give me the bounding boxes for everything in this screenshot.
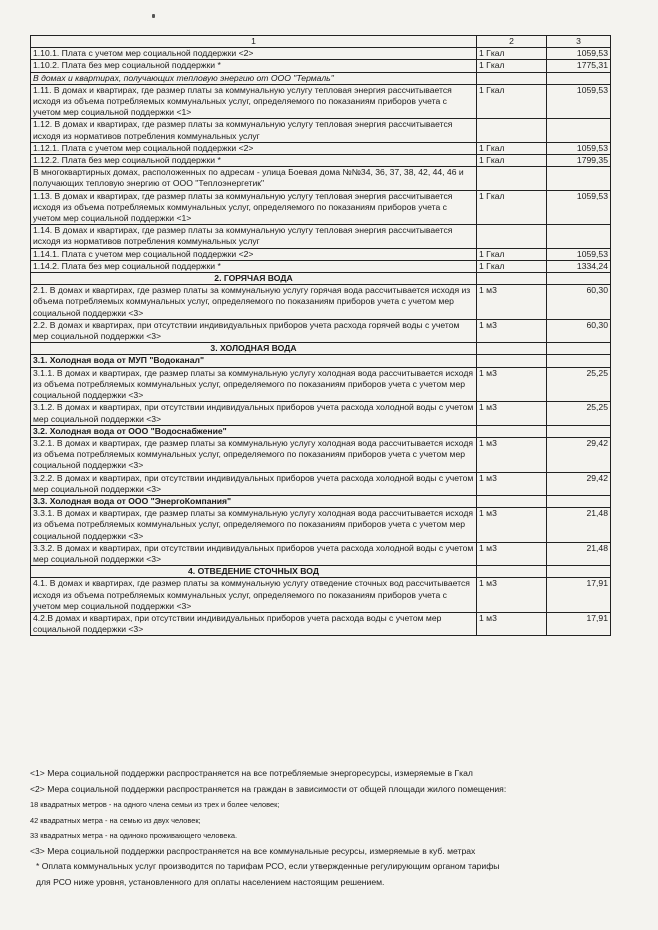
section-row — [31, 343, 611, 355]
description-cell: 3.2.1. В домах и квартирах, где размер платы за коммунальную услугу холодная вода рассчитывается исходя из объема потребляемых коммунальных услуг, определяемого по показаниям приборов учета с учетом мер социальной поддержки <3> — [31, 437, 477, 472]
description-cell: 1.14. В домах и квартирах, где размер платы за коммунальную услугу тепловая энергия рассчитывается исходя из нормативов потребления коммунальных услуг — [31, 225, 477, 248]
tariff-value-cell: 21,48 — [547, 542, 611, 565]
tariff-value-cell: 21,48 — [547, 508, 611, 543]
header-col-1: 1 — [31, 36, 477, 48]
unit-cell: 1 м3 — [477, 472, 547, 495]
table-row — [31, 248, 611, 260]
footnote-asterisk-2: для РСО ниже уровня, установленного для оплаты населением настоящим решением. — [36, 876, 385, 887]
description-cell: 1.10.1. Плата с учетом мер социальной поддержки <2> — [31, 48, 477, 60]
tariff-value-cell: 1334,24 — [547, 260, 611, 272]
tariff-value-cell: 29,42 — [547, 437, 611, 472]
tariff-value-cell: 25,25 — [547, 367, 611, 402]
description-cell: 3.1.1. В домах и квартирах, где размер платы за коммунальную услугу холодная вода рассчитывается исходя из объема потребляемых коммунальных услуг, определяемого по показаниям приборов учета с учетом мер социальной поддержки <3> — [31, 367, 477, 402]
description-cell: 3.1.2. В домах и квартирах, при отсутствии индивидуальных приборов учета расхода холодной воды с учетом мер социальной поддержки <3> — [31, 402, 477, 425]
tariff-value-cell — [547, 495, 611, 507]
description-cell: 1.10.2. Плата без мер социальной поддержки * — [31, 60, 477, 72]
description-cell: 1.12.2. Плата без мер социальной поддержки * — [31, 155, 477, 167]
description-cell: 1.12. В домах и квартирах, где размер платы за коммунальную услугу тепловая энергия рассчитывается исходя из нормативов потребления коммунальных услуг — [31, 119, 477, 142]
unit-cell: 1 Гкал — [477, 155, 547, 167]
description-cell: 3.3. Холодная вода от ООО "ЭнергоКомпания" — [31, 495, 477, 507]
tariff-value-cell — [547, 119, 611, 142]
tariff-value-cell: 29,42 — [547, 472, 611, 495]
unit-cell: 1 м3 — [477, 542, 547, 565]
tariff-table — [30, 35, 611, 636]
table-row — [31, 142, 611, 154]
description-cell: 2.1. В домах и квартирах, где размер платы за коммунальную услугу горячая вода рассчитывается исходя из объема потребляемых коммунальных услуг, определяемого по показаниям приборов учета с учетом мер социальной поддержки <3> — [31, 285, 477, 320]
description-cell: 3. ХОЛОДНАЯ ВОДА — [31, 343, 477, 355]
unit-cell: 1 м3 — [477, 612, 547, 635]
table-row — [31, 60, 611, 72]
description-cell: 3.2. Холодная вода от ООО "Водоснабжение" — [31, 425, 477, 437]
unit-cell: 1 Гкал — [477, 84, 547, 119]
table-row — [31, 48, 611, 60]
unit-cell — [477, 343, 547, 355]
unit-cell: 1 Гкал — [477, 48, 547, 60]
unit-cell — [477, 273, 547, 285]
description-cell: 3.2.2. В домах и квартирах, при отсутствии индивидуальных приборов учета расхода холодной воды с учетом мер социальной поддержки <3> — [31, 472, 477, 495]
unit-cell — [477, 566, 547, 578]
description-cell: 3.3.1. В домах и квартирах, где размер платы за коммунальную услугу холодная вода рассчитывается исходя из объема потребляемых коммунальных услуг, определяемого по показаниям приборов учета с учетом мер социальной поддержки <3> — [31, 508, 477, 543]
subsection-row — [31, 355, 611, 367]
unit-cell — [477, 72, 547, 84]
tariff-value-cell — [547, 425, 611, 437]
table-row — [31, 260, 611, 272]
tariff-value-cell: 1059,53 — [547, 142, 611, 154]
description-cell: В домах и квартирах, получающих тепловую энергию от ООО "Термаль" — [31, 72, 477, 84]
section-row — [31, 273, 611, 285]
unit-cell: 1 Гкал — [477, 248, 547, 260]
unit-cell: 1 Гкал — [477, 60, 547, 72]
tariff-value-cell — [547, 72, 611, 84]
tariff-value-cell: 1059,53 — [547, 84, 611, 119]
description-cell: 4. ОТВЕДЕНИЕ СТОЧНЫХ ВОД — [31, 566, 477, 578]
unit-cell: 1 м3 — [477, 437, 547, 472]
tariff-value-cell — [547, 355, 611, 367]
table-row — [31, 508, 611, 543]
tariff-value-cell: 1059,53 — [547, 190, 611, 225]
unit-cell: 1 м3 — [477, 319, 547, 342]
table-row — [31, 285, 611, 320]
header-col-3: 3 — [547, 36, 611, 48]
footnotes — [30, 768, 630, 892]
tariff-value-cell — [547, 343, 611, 355]
unit-cell — [477, 355, 547, 367]
unit-cell: 1 м3 — [477, 508, 547, 543]
table-row — [31, 472, 611, 495]
unit-cell — [477, 225, 547, 248]
table-row — [31, 155, 611, 167]
tariff-value-cell: 25,25 — [547, 402, 611, 425]
table-row — [31, 319, 611, 342]
table-row — [31, 542, 611, 565]
scan-mark — [152, 14, 155, 18]
description-cell: 3.3.2. В домах и квартирах, при отсутствии индивидуальных приборов учета расхода холодной воды с учетом мер социальной поддержки <3> — [31, 542, 477, 565]
table-row — [31, 578, 611, 613]
table-row — [31, 612, 611, 635]
tariff-value-cell: 1059,53 — [547, 48, 611, 60]
tariff-value-cell: 60,30 — [547, 319, 611, 342]
unit-cell — [477, 167, 547, 190]
section-row — [31, 566, 611, 578]
table-row — [31, 119, 611, 142]
unit-cell: 1 Гкал — [477, 260, 547, 272]
description-cell: 1.14.2. Плата без мер социальной поддержки * — [31, 260, 477, 272]
description-cell: 1.13. В домах и квартирах, где размер платы за коммунальную услугу тепловая энергия рассчитывается исходя из объема потребляемых коммунальных услуг, определяемого по показаниям приборов учета с учетом мер социальной поддержки <1> — [31, 190, 477, 225]
description-cell: 1.12.1. Плата с учетом мер социальной поддержки <2> — [31, 142, 477, 154]
tariff-value-cell — [547, 167, 611, 190]
description-cell: 1.14.1. Плата с учетом мер социальной поддержки <2> — [31, 248, 477, 260]
footnote-2a: 18 квадратных метров - на одного члена семьи из трех и более человек; — [30, 800, 280, 809]
tariff-value-cell: 60,30 — [547, 285, 611, 320]
unit-cell: 1 м3 — [477, 578, 547, 613]
description-cell: В многоквартирных домах, расположенных по адресам - улица Боевая дома №№34, 36, 37, 38, 42, 44, 46 и получающих тепловую энергию от ООО "Теплоэнергетик" — [31, 167, 477, 190]
footnote-1: <1> Мера социальной поддержки распространяется на все потребляемые энергоресурсы, измеряемые в Гкал — [30, 768, 473, 778]
description-cell: 2.2. В домах и квартирах, при отсутствии индивидуальных приборов учета расхода горячей воды с учетом мер социальной поддержки <3> — [31, 319, 477, 342]
table-row — [31, 225, 611, 248]
subsection-row — [31, 425, 611, 437]
tariff-value-cell — [547, 566, 611, 578]
description-cell: 3.1. Холодная вода от МУП "Водоканал" — [31, 355, 477, 367]
table-row — [31, 367, 611, 402]
footnote-2: <2> Мера социальной поддержки распространяется на граждан в зависимости от общей площади жилого помещения: — [30, 783, 507, 794]
subsection-row — [31, 495, 611, 507]
footnote-3: <3> Мера социальной поддержки распространяется на все коммунальные ресурсы, измеряемые в куб. метрах — [30, 845, 476, 856]
table-row — [31, 72, 611, 84]
tariff-value-cell: 17,91 — [547, 578, 611, 613]
tariff-value-cell: 17,91 — [547, 612, 611, 635]
unit-cell — [477, 119, 547, 142]
table-row — [31, 84, 611, 119]
footnote-2c: 33 квадратных метра - на одиноко проживающего человека. — [30, 831, 238, 840]
unit-cell: 1 м3 — [477, 367, 547, 402]
unit-cell — [477, 495, 547, 507]
unit-cell: 1 м3 — [477, 285, 547, 320]
table-row — [31, 167, 611, 190]
unit-cell: 1 Гкал — [477, 190, 547, 225]
unit-cell — [477, 425, 547, 437]
table-header-row — [31, 36, 611, 48]
tariff-value-cell: 1775,31 — [547, 60, 611, 72]
description-cell: 4.2.В домах и квартирах, при отсутствии индивидуальных приборов учета расхода воды с учетом мер социальной поддержки <3> — [31, 612, 477, 635]
table-row — [31, 402, 611, 425]
tariff-value-cell: 1059,53 — [547, 248, 611, 260]
unit-cell: 1 м3 — [477, 402, 547, 425]
table-row — [31, 437, 611, 472]
footnote-2b: 42 квадратных метра - на семью из двух человек; — [30, 815, 201, 825]
description-cell: 4.1. В домах и квартирах, где размер платы за коммунальную услугу отведение сточных вод рассчитывается исходя из объема потребляемых коммунальных услуг, определяемого по показаниям приборов учета с учетом мер социальной поддержки <3> — [31, 578, 477, 613]
tariff-value-cell — [547, 273, 611, 285]
table-row — [31, 190, 611, 225]
tariff-value-cell — [547, 225, 611, 248]
header-col-2: 2 — [477, 36, 547, 48]
footnote-asterisk-1: * Оплата коммунальных услуг производится по тарифам РСО, если утвержденные регулирующим органом тарифы — [36, 861, 500, 871]
description-cell: 2. ГОРЯЧАЯ ВОДА — [31, 273, 477, 285]
tariff-value-cell: 1799,35 — [547, 155, 611, 167]
unit-cell: 1 Гкал — [477, 142, 547, 154]
description-cell: 1.11. В домах и квартирах, где размер платы за коммунальную услугу тепловая энергия рассчитывается исходя из объема потребляемых коммунальных услуг, определяемого по показаниям приборов учета с учетом мер социальной поддержки <1> — [31, 84, 477, 119]
